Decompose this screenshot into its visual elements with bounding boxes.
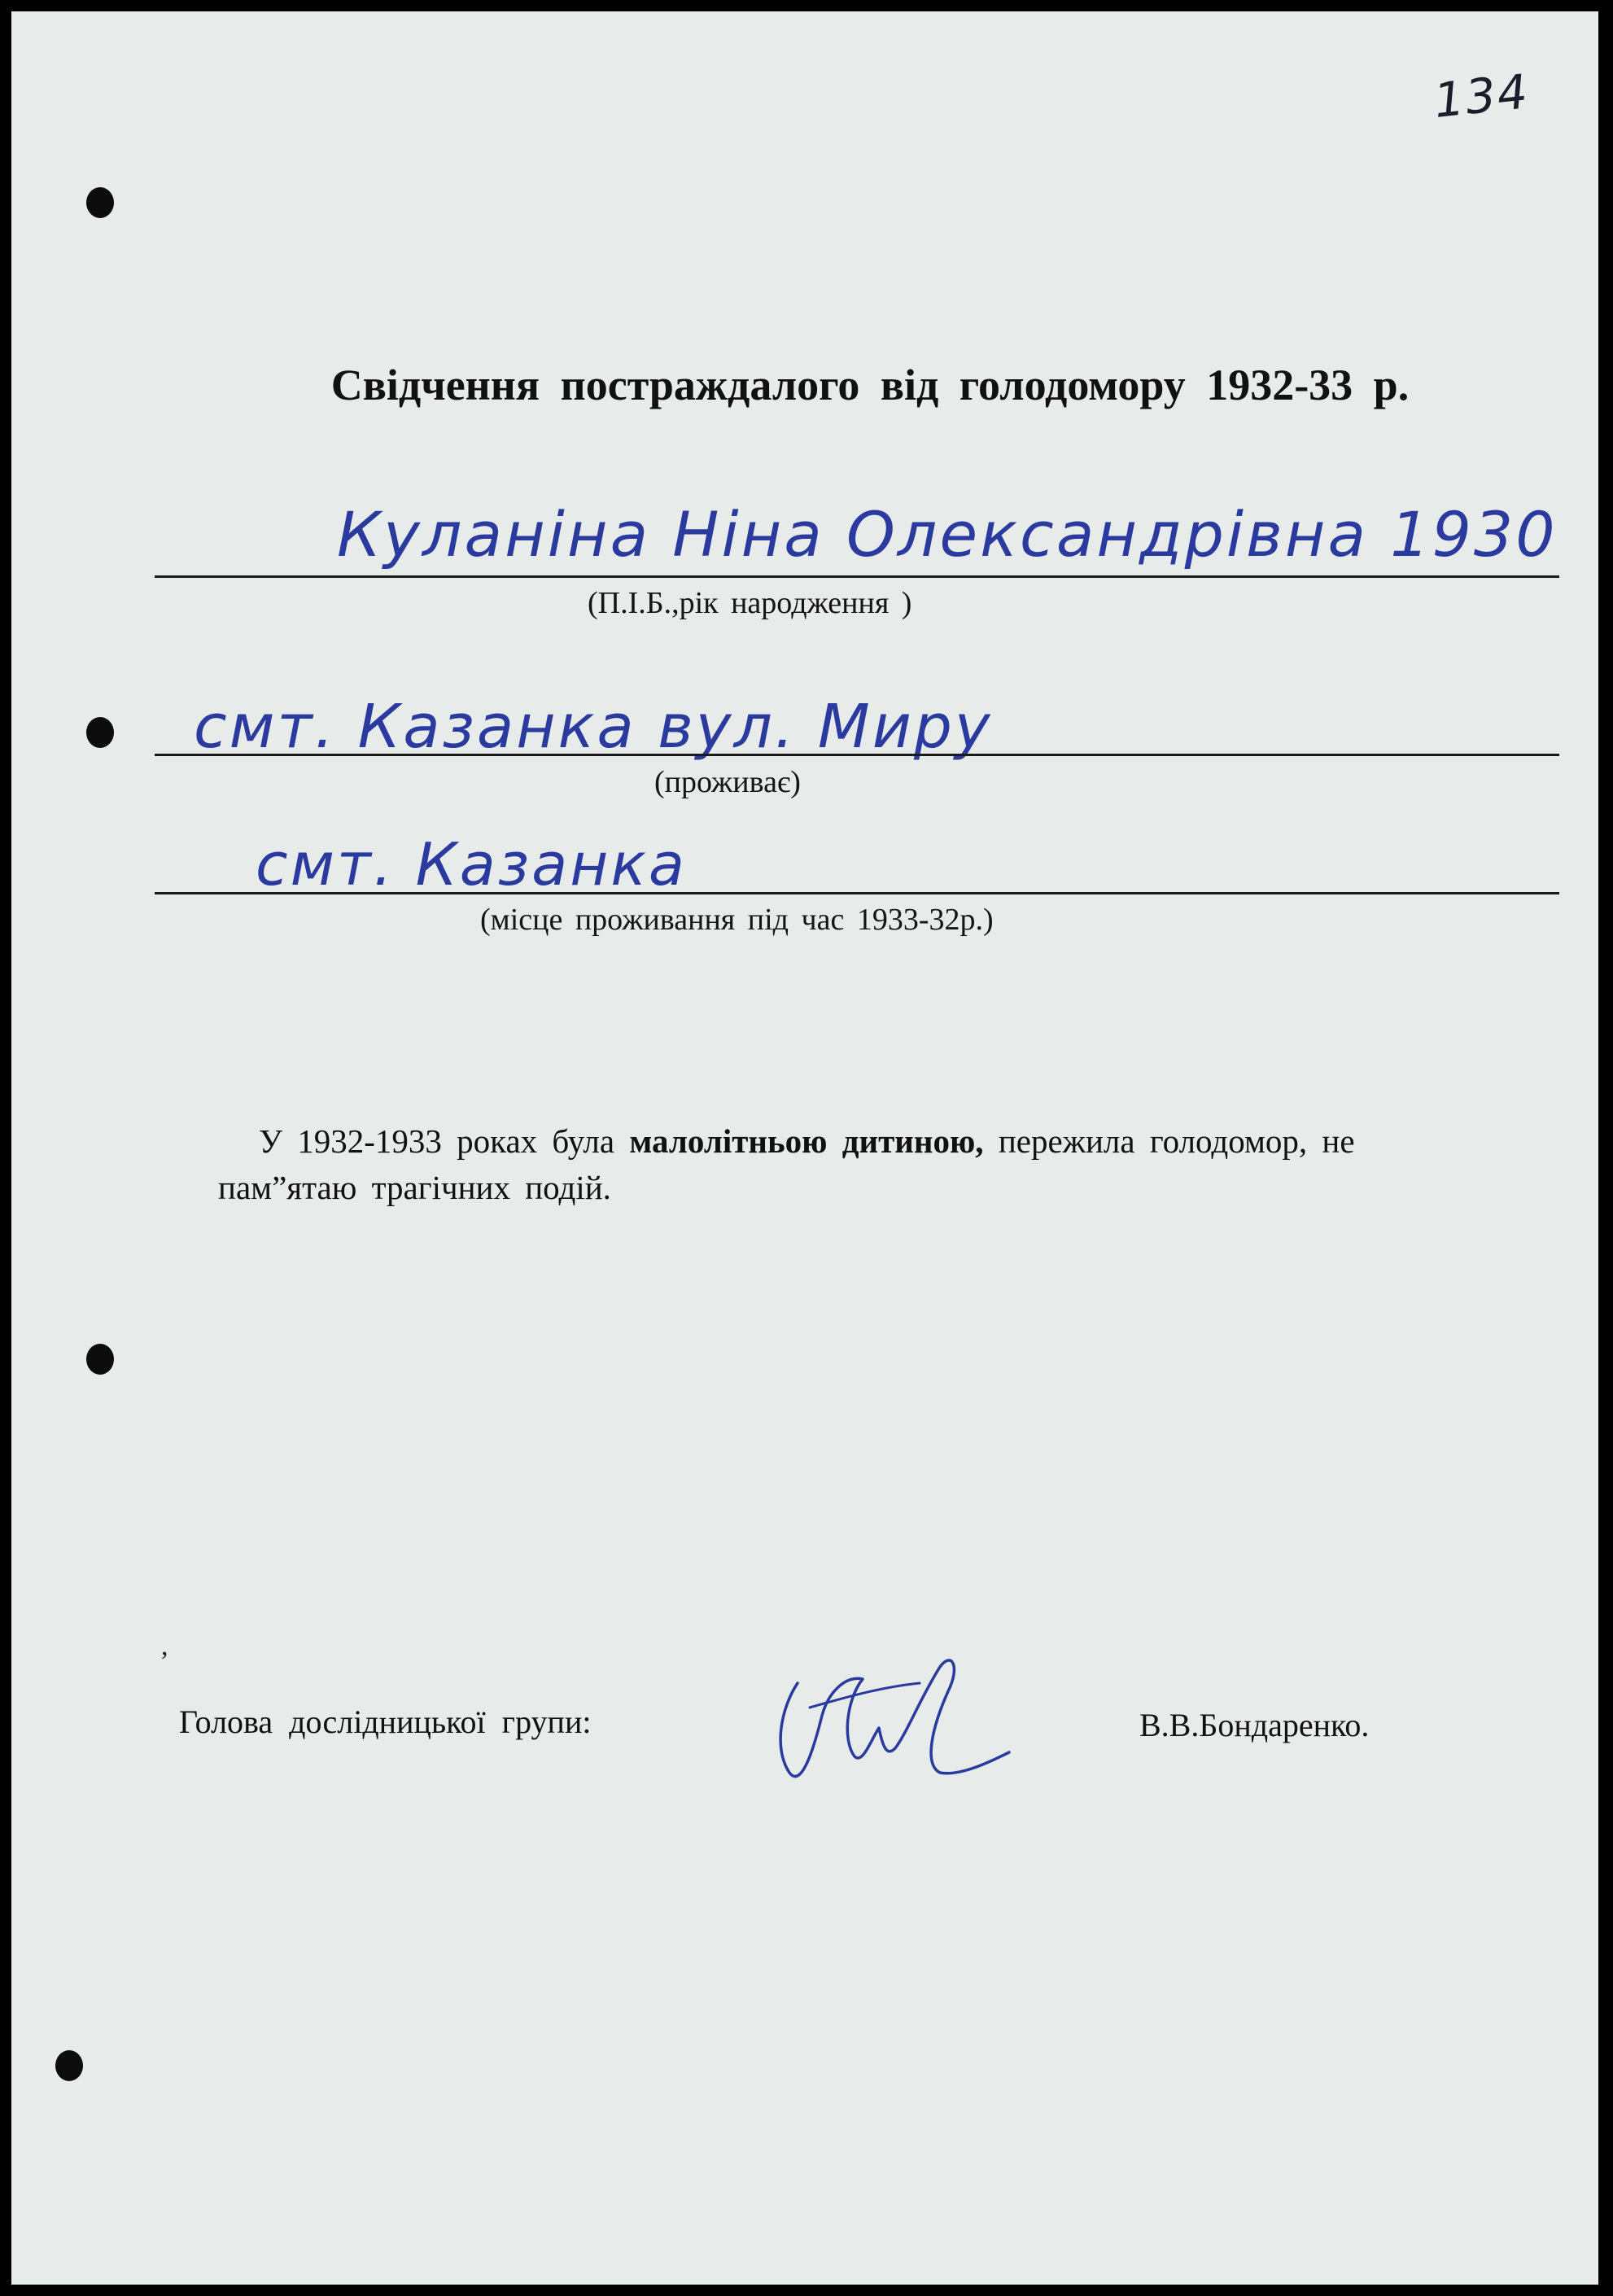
- name-caption: (П.І.Б.,рік народження ): [588, 586, 912, 620]
- punch-hole: [86, 187, 114, 218]
- name-underline: [155, 575, 1559, 578]
- testimony-text: [218, 1118, 1471, 1211]
- punch-hole: [86, 1344, 114, 1375]
- document-page: [11, 11, 1598, 2285]
- handwritten-name: Куланіна Ніна Олександрівна 1930: [337, 498, 1558, 571]
- stray-comma: ,: [161, 1631, 168, 1661]
- punch-hole: [86, 717, 114, 748]
- famine-place-caption: (місце проживання під час 1933-32р.): [480, 903, 994, 937]
- testimony-part-2: пережила голодомор, не пам”ятаю трагічних подій.: [218, 1122, 1355, 1206]
- famine-place-underline: [155, 892, 1559, 894]
- handwritten-residence: смт. Казанка вул. Миру: [194, 692, 993, 762]
- signer-name: В.В.Бондаренко.: [1139, 1707, 1370, 1743]
- residence-underline: [155, 754, 1559, 756]
- handwritten-famine-place: смт. Казанка: [256, 830, 687, 899]
- archive-page-number: 134: [1431, 63, 1532, 129]
- punch-hole: [55, 2050, 83, 2081]
- research-group-head-label: Голова дослідницької групи:: [179, 1703, 592, 1740]
- residence-caption: (проживає): [654, 765, 801, 799]
- signature-icon: [765, 1651, 1017, 1789]
- testimony-part-1: У 1932-1933 роках була: [259, 1122, 615, 1160]
- document-title: Свідчення постраждалого від голодомору 1932-33 р.: [330, 361, 1410, 409]
- testimony-emphasis: малолітньою дитиною,: [629, 1122, 984, 1160]
